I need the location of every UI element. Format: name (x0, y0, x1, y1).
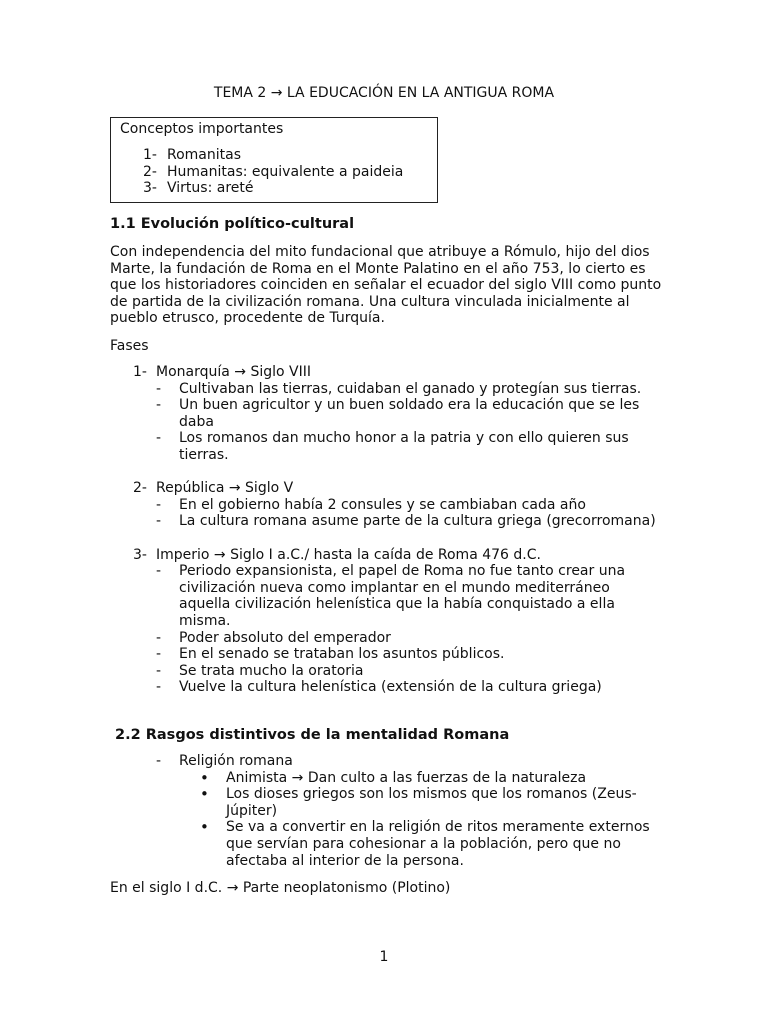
bullet-item (110, 770, 670, 787)
concept-number: 2- (143, 163, 157, 180)
bullet-marker: • (200, 818, 209, 837)
dash-marker: - (156, 662, 162, 679)
section-2-list (110, 753, 670, 869)
phase-number: 2- (133, 480, 147, 497)
dash-marker: - (156, 563, 162, 580)
list-item (110, 497, 670, 514)
list-item-text: Un buen agricultor y un buen soldado era la educación que se les daba (179, 397, 640, 430)
page-number: 1 (379, 949, 389, 965)
list-item (110, 630, 670, 647)
dash-marker: - (156, 430, 162, 447)
phase-title (110, 480, 670, 497)
concept-item (143, 164, 403, 181)
document-title: TEMA 2 → LA EDUCACIÓN EN LA ANTIGUA ROMA (213, 85, 555, 101)
concept-text: Virtus: areté (167, 180, 254, 197)
list-item (110, 430, 670, 463)
dash-marker: - (156, 513, 162, 530)
bullet-text: Se va a convertir en la religión de ritos meramente externos que servían para cohesionar a la población, pero que no afectaba al interior de la persona. (226, 819, 650, 869)
fases-label: Fases (110, 338, 149, 354)
dash-marker: - (156, 397, 162, 414)
bullet-item (110, 819, 670, 869)
phase-title (110, 364, 670, 381)
dash-marker: - (156, 753, 162, 769)
list-item-text: En el senado se trataban los asuntos públicos. (179, 646, 505, 663)
bullet-marker: • (200, 768, 209, 787)
phase-number: 3- (133, 546, 147, 563)
list-item-text: Religión romana (179, 753, 293, 769)
list-item (110, 513, 670, 530)
dash-marker: - (156, 679, 162, 696)
bullet-text: Los dioses griegos son los mismos que los romanos (Zeus-Júpiter) (226, 786, 637, 819)
section-2-heading: 2.2 Rasgos distintivos de la mentalidad Romana (115, 727, 510, 743)
list-item (110, 753, 670, 770)
concept-text: Romanitas (167, 147, 242, 163)
phase-title (110, 547, 670, 564)
concepts-label: Conceptos importantes (120, 121, 284, 137)
closing-line: En el siglo I d.C. → Parte neoplatonismo (Plotino) (110, 880, 451, 896)
list-item-text: Los romanos dan mucho honor a la patria y con ello quieren sus tierras. (179, 430, 629, 463)
concept-item (143, 147, 403, 164)
concept-number: 3- (143, 180, 157, 197)
section-1-paragraph: Con independencia del mito fundacional que atribuye a Rómulo, hijo del dios Marte, la fundación de Roma en el Monte Palatino en el año 753, lo cierto es que los historiadores coinciden en señalar el ecuador del siglo VIII como punto de partida de la civilización romana. Una cultura vinculada inicialmente al pueblo etrusco, procedente de Turquía. (110, 244, 662, 327)
bullet-marker: • (200, 785, 209, 804)
concept-item (143, 180, 403, 197)
list-item (110, 663, 670, 680)
phase-title-text: República → Siglo V (156, 480, 294, 497)
dash-marker: - (156, 629, 162, 646)
phases-list (110, 364, 670, 696)
phase-number: 1- (133, 364, 147, 380)
dash-marker: - (156, 380, 162, 397)
list-item-text: Poder absoluto del emperador (179, 629, 391, 646)
bullet-item (110, 786, 670, 819)
concept-text: Humanitas: equivalente a paideia (167, 163, 404, 180)
concepts-box (110, 117, 438, 203)
concepts-list (143, 147, 403, 197)
list-item-text: Cultivaban las tierras, cuidaban el ganado y protegían sus tierras. (179, 380, 642, 397)
bullet-text: Animista → Dan culto a las fuerzas de la naturaleza (226, 769, 587, 786)
phase-title-text: Imperio → Siglo I a.C./ hasta la caída de Roma 476 d.C. (156, 546, 541, 563)
list-item (110, 563, 670, 629)
list-item-text: Periodo expansionista, el papel de Roma no fue tanto crear una civilización nueva como implantar en el mundo mediterráneo aquella civilización helenística que la había conquistado a ella misma. (179, 563, 626, 629)
list-item-text: En el gobierno había 2 consules y se cambiaban cada año (179, 496, 586, 513)
section-1-heading: 1.1 Evolución político-cultural (110, 216, 355, 232)
phase-title-text: Monarquía → Siglo VIII (156, 364, 311, 380)
list-item-text: La cultura romana asume parte de la cultura griega (grecorromana) (179, 513, 656, 530)
list-item (110, 381, 670, 398)
list-item (110, 397, 670, 430)
list-item (110, 679, 670, 696)
concept-number: 1- (143, 147, 157, 163)
dash-marker: - (156, 496, 162, 513)
list-item (110, 646, 670, 663)
list-item-text: Se trata mucho la oratoria (179, 662, 364, 679)
list-item-text: Vuelve la cultura helenística (extensión de la cultura griega) (179, 679, 602, 696)
dash-marker: - (156, 646, 162, 663)
